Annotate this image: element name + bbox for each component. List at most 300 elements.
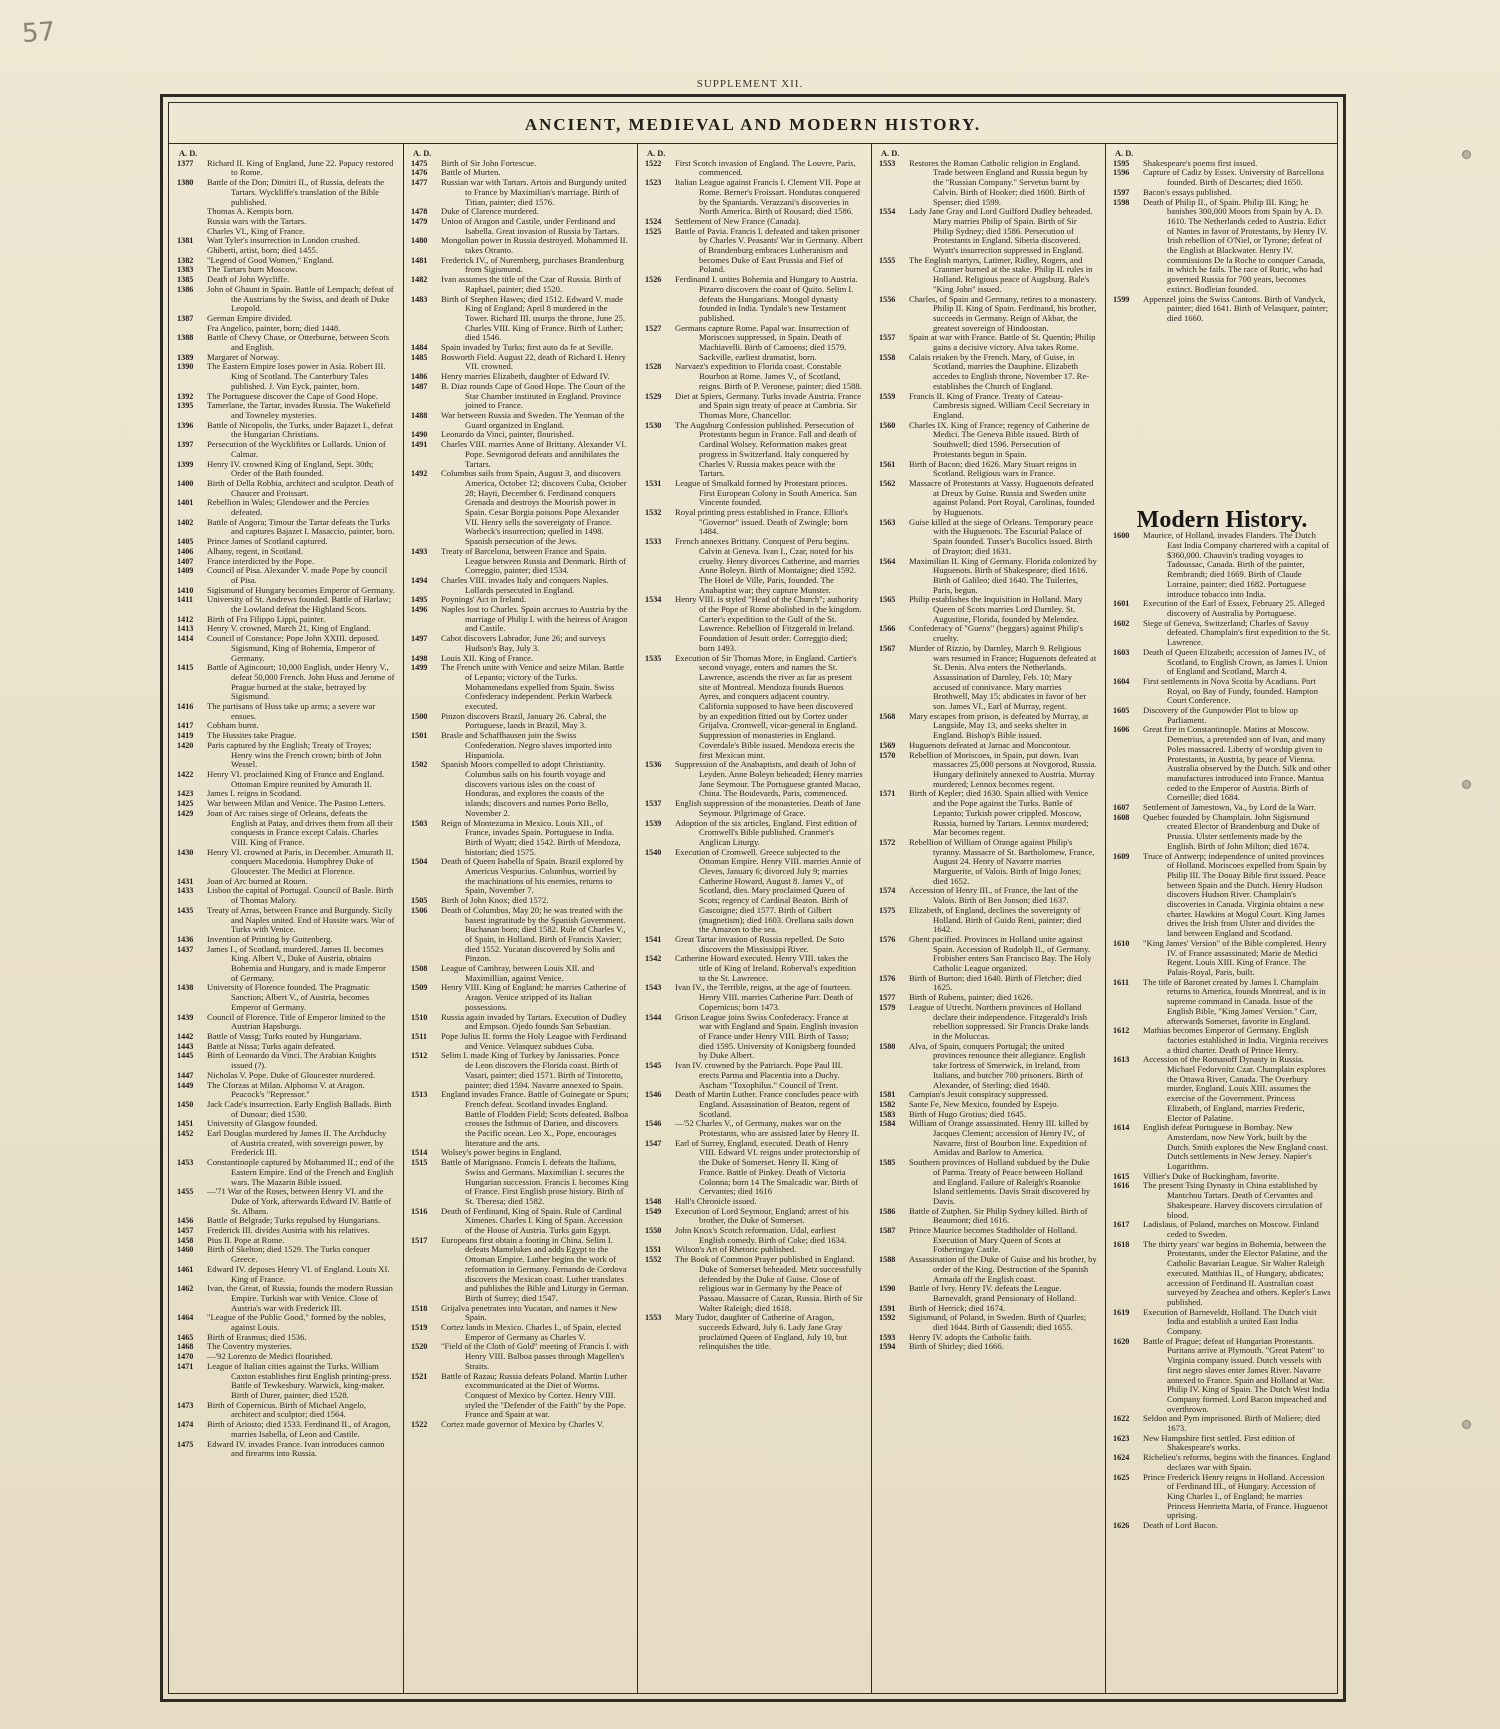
entry-text: Diet at Spiers, Germany. Turks invade Austria. France and Spain sign treaty of peace at Cambria. Sir Thomas More, Chancellor. — [675, 390, 862, 420]
modern-history-heading: Modern History. — [1136, 506, 1308, 533]
entry-text: Henry IV. crowned King of England, Sept. 30th; Order of the Bath founded. — [207, 458, 374, 479]
entry-year: 1520 — [411, 1342, 428, 1352]
entry-text: Battle of Marignano. Francis I. defeats the Italians, Swiss and Germans. Maximilian I. secures the Hungarian succession. Francis I. becomes King of France. First English prose history. Birth of St. Theresa; died 1582. — [441, 1157, 629, 1206]
history-entry — [645, 983, 863, 1012]
entry-text: Reign of Montezuma in Mexico. Louis XII., of France, invades Spain. Portuguese in India. Birth of Wyatt; died 1542. Birth of Mendoza, historian; died 1575. — [441, 817, 621, 857]
history-entry — [177, 1051, 395, 1070]
history-entry — [177, 1265, 395, 1284]
entry-year: 1624 — [1113, 1453, 1130, 1463]
entry-text: Ivan IV., the Terrible, reigns, at the age of fourteen. Henry VIII. marries Catherine Parr. Death of Copernicus; born 1473. — [675, 982, 853, 1012]
history-entry — [177, 1420, 395, 1439]
entry-text: Invention of Printing by Guttenberg. — [207, 933, 333, 944]
entry-text: League of Smalkald formed by Protestant princes. First European Colony in South America. San Vincente founded. — [675, 477, 857, 508]
history-entry — [411, 1090, 629, 1148]
entry-text: Execution of Lord Seymour, England; arrest of his brother, the Duke of Somerset. — [675, 1205, 849, 1226]
entry-text: Philip establishes the Inquisition in Holland. Mary Queen of Scots marries Lord Darnley. St. Augustine, Florida, founded by Melendez. — [909, 594, 1083, 624]
history-entry — [411, 353, 629, 372]
history-entry — [411, 605, 629, 634]
entry-year: 1508 — [411, 964, 428, 974]
entry-year: 1518 — [411, 1303, 428, 1313]
entry-year: 1602 — [1113, 618, 1130, 628]
history-entry — [411, 256, 629, 275]
history-entry — [645, 392, 863, 421]
entry-text: Wolsey's power begins in England. — [441, 1147, 562, 1158]
entry-year: 1582 — [879, 1099, 896, 1109]
history-entry — [1113, 706, 1331, 725]
entry-year: 1540 — [645, 847, 662, 857]
entry-year: 1570 — [879, 750, 896, 760]
history-entry — [177, 362, 395, 391]
entry-year: 1486 — [411, 372, 428, 382]
entry-text: Naples lost to Charles. Spain accrues to Austria by the marriage of Philip I. with the heiress of Aragon and Castile. — [441, 604, 628, 634]
history-entry — [645, 1226, 863, 1245]
history-entry — [645, 848, 863, 935]
entry-year: 1402 — [177, 517, 194, 527]
entry-text: William of Orange assassinated. Henry III. killed by Jacques Clement; accession of Henry IV., of Navarre, first of Bourbon line. Expedition of Amidas and Barlow to America. — [909, 1118, 1089, 1158]
history-entry — [645, 760, 863, 799]
entry-text: Execution of Cromwell. Greece subjected to the Ottoman Empire. Henry VIII. marries Annie of Cleves, January 6; divorced July 9; marries Catherine Howard, August 8. James V., of Scotland, dies. Mary proclaimed Queen of Scots; regency of Cardinal Beaton. Birth of Gascoigne; died 1577. Birth of Gilbert (magnetism); died 1603. Orellana sails down the Amazon to the sea. — [675, 846, 862, 935]
history-entry — [411, 906, 629, 964]
entry-year: 1574 — [879, 886, 896, 896]
history-entry — [177, 983, 395, 1012]
history-entry — [1113, 1220, 1331, 1239]
entry-text: Battle of Ivry. Henry IV. defeats the League. Barnevaldt, grand Pensionary of Holland. — [909, 1283, 1077, 1303]
entry-text: James I., of Scotland, murdered. James II. becomes King. Albert V., Duke of Austria, obtains Bohemia and Hungary, and is made Emperor of Germany. — [207, 943, 386, 983]
entry-year: 1430 — [177, 847, 194, 857]
entry-text: Capture of Cadiz by Essex. University of Barcellona founded. Birth of Descartes; died 1650. — [1143, 167, 1324, 188]
history-entry — [879, 595, 1097, 624]
history-entry — [879, 1158, 1097, 1207]
entry-year: 1416 — [177, 702, 194, 712]
entry-text: The thirty years' war begins in Bohemia, between the Protestants, under the Elector Palatine, and the Catholic Bavarian League. Sir Walter Raleigh executed. Matthias II., of Hungary, abdicates; accession of Ferdinand II. Australian coast surveyed by Zeachea and others. Kepler's Laws published. — [1143, 1238, 1331, 1307]
history-entry — [177, 741, 395, 770]
entry-year: 1500 — [411, 711, 428, 721]
pencil-page-number: 57 — [20, 16, 57, 50]
history-entry — [411, 1207, 629, 1236]
history-entry — [411, 760, 629, 818]
history-entry — [645, 362, 863, 391]
entry-text: Seldon and Pym imprisoned. Birth of Moliere; died 1673. — [1143, 1413, 1321, 1434]
entry-text: The Eastern Empire loses power in Asia. Robert III. King of Scotland. The Canterbury Tales published. J. Van Eyck, painter, born. — [207, 361, 386, 391]
entry-year: 1594 — [879, 1342, 896, 1352]
history-entry — [177, 809, 395, 848]
entry-text: Ladislaus, of Poland, marches on Moscow. Finland ceded to Sweden. — [1143, 1219, 1319, 1239]
ad-label: A. D. — [413, 149, 432, 158]
entry-year: 1400 — [177, 478, 194, 488]
entry-year: 1497 — [411, 634, 428, 644]
history-entry — [1113, 1181, 1331, 1220]
history-entry — [411, 1032, 629, 1051]
entry-year: 1492 — [411, 469, 428, 479]
entry-year: 1462 — [177, 1284, 194, 1294]
entry-text: Birth of Leonardo da Vinci. The Arabian Knights issued (?). — [207, 1050, 377, 1071]
entry-year: 1477 — [411, 178, 428, 188]
ad-label: A. D. — [1115, 149, 1134, 158]
history-entry — [645, 1119, 863, 1138]
entry-year: 1414 — [177, 634, 194, 644]
history-entry — [645, 595, 863, 653]
column-5 — [1113, 149, 1331, 1687]
entry-year: 1572 — [879, 837, 896, 847]
entry-text: Death of John Wycliffe. — [207, 274, 290, 285]
entry-text: Charles VIII. marries Anne of Brittany. Alexander VI. Pope. Sevnigorod defeats and annihilates the Tartars. — [441, 439, 627, 469]
history-entry — [177, 634, 395, 663]
entry-year: 1505 — [411, 896, 428, 906]
entry-year: 1476 — [411, 168, 428, 178]
entry-year: 1607 — [1113, 803, 1130, 813]
column-2 — [411, 149, 629, 1687]
entry-year: 1605 — [1113, 706, 1130, 716]
entry-text: Guise killed at the siege of Orleans. Temporary peace with the Huguenots. The Escurial Palace of Spain founded. Tusser's Bucolics issued. Birth of Drayton; died 1631. — [909, 516, 1094, 556]
entry-text: Duke of Clarence murdered. — [441, 206, 539, 217]
entry-text: English suppression of the monasteries. Death of Jane Seymour. Pilgrimage of Grace. — [675, 798, 861, 818]
entry-text: Rebellion of Moriscoes, in Spain, put down. Ivan massacres 25,000 persons at Novgorod, Russia. Hungary definitely annexed to Austria. Murray murdered; Lennox becomes regent. — [909, 749, 1097, 789]
entry-text: Birth of Stephen Hawes; died 1512. Edward V. made King of England; April 8 murdered in the Tower. Richard III. usurps the throne, June 25. Charles VIII. King of France. Birth of Luther; died 1546. — [441, 293, 626, 343]
entry-year: 1392 — [177, 391, 194, 401]
column-divider — [403, 144, 404, 1693]
entry-year: 1558 — [879, 352, 896, 362]
entry-text: Birth of Skelton; died 1529. The Turks conquer Greece. — [207, 1244, 371, 1265]
history-entry — [411, 819, 629, 858]
history-entry — [645, 819, 863, 848]
entry-text: Persecution of the Wycklifites or Lollards. Union of Calmar. — [207, 439, 386, 459]
entry-text: Great fire in Constantinople. Matins at Moscow. Demetrius, a pretended son of Ivan, and many Poles massacred. Liberty of worship given to Protestants, in Austria, by peace of Vienna. Australia observed by the Dutch. Silk and other manufactures introduced into France. Mantua ceded to the Emperor of Austria. Birth of Corneille; died 1684. — [1143, 724, 1331, 803]
entry-text: Accession of Henry III., of France, the last of the Valois. Birth of Ben Jonson; died 1637. — [909, 885, 1078, 906]
entry-text: Constantinople captured by Mohammed II.; end of the Eastern Empire. End of the French and English wars. The Mazarin Bible issued. — [207, 1157, 395, 1187]
history-entry — [645, 1139, 863, 1197]
entry-text: Royal printing press established in France. Elliot's "Governor" issued. Death of Zwingle; born 1484. — [675, 507, 848, 537]
entry-text: English defeat Portuguese in Bombay. New Amsterdam, now New York, built by the Dutch. Smith explores the New England coast. Dutch settlements in New Jersey. Napier's Logarithms. — [1143, 1122, 1328, 1172]
entry-year: 1385 — [177, 275, 194, 285]
history-entry — [411, 576, 629, 595]
history-entry — [1113, 198, 1331, 295]
entry-year: 1511 — [411, 1031, 427, 1041]
history-entry — [645, 799, 863, 818]
history-entry — [1113, 1337, 1331, 1415]
entry-year: 1450 — [177, 1099, 194, 1109]
entry-year: 1415 — [177, 663, 194, 673]
entry-text: Wilson's Art of Rhetoric published. — [675, 1244, 797, 1255]
entry-year: 1622 — [1113, 1414, 1130, 1424]
entry-year: 1608 — [1113, 812, 1130, 822]
entry-year: 1614 — [1113, 1123, 1130, 1133]
entry-year: 1603 — [1113, 647, 1130, 657]
entry-year: 1584 — [879, 1119, 896, 1129]
entry-text: Battle of the Don; Dimitri II., of Russia, defeats the Tartars. Wyckliffe's translation of the Bible published. — [207, 177, 385, 207]
entry-text: Birth of Della Robbia, architect and sculptor. Death of Chaucer and Froissart. — [207, 477, 394, 498]
history-entry — [177, 702, 395, 721]
entry-year: 1483 — [411, 294, 428, 304]
history-entry — [645, 508, 863, 537]
entry-text: England invades France. Battle of Guinegate or Spurs; French defeat. Scotland invades England. Battle of Flodden Field; Scots defeated. Balboa crosses the Isthmus of Darien, and discovers the Pacific ocean. Leo X., Pope, encourages literature and the arts. — [441, 1089, 629, 1148]
entry-text: Margaret of Norway. — [207, 351, 280, 362]
entry-text: Battle of Zutphen. Sir Philip Sydney killed. Birth of Beaumont; died 1616. — [909, 1205, 1088, 1226]
entry-year: 1619 — [1113, 1307, 1130, 1317]
history-entry — [411, 857, 629, 896]
history-entry — [1113, 1026, 1331, 1055]
entry-year: 1593 — [879, 1332, 896, 1342]
entry-text: Execution of Barneveldt, Holland. The Dutch visit India and establish a united East India Company. — [1143, 1306, 1317, 1337]
history-entry — [879, 207, 1097, 256]
entry-text: Mongolian power in Russia destroyed. Mohammed II. takes Otranto. — [441, 235, 628, 256]
entry-year: 1565 — [879, 595, 896, 605]
entry-text: Narvaez's expedition to Florida coast. Constable Bourbon at Rome. James V., of Scotland, reigns. Birth of P. Veronese, painter; died 1588. — [675, 361, 862, 391]
entry-text: Prince James of Scotland captured. — [207, 536, 328, 547]
entry-year: 1577 — [879, 993, 896, 1003]
history-entry — [879, 1207, 1097, 1226]
entry-text: Death of Columbus, May 20; he was treated with the basest ingratitude by the Spanish Government. Buchanan born; died 1582. Rule of Charles V., of Spain, in Holland. Birth of Francis Xavier; died 1552. Yucatan discovered by Solis and Pinzon. — [441, 904, 626, 964]
entry-year: 1556 — [879, 294, 896, 304]
history-entry — [879, 295, 1097, 334]
entry-text: Calais retaken by the French. Mary, of Guise, in Scotland, marries the Dauphine. Elizabeth accedes to English throne, November 17. Re-establishes the Church of England. — [909, 351, 1090, 391]
history-entry — [879, 1313, 1097, 1332]
entry-year: 1611 — [1113, 977, 1129, 987]
entry-year: 1493 — [411, 546, 428, 556]
history-entry — [879, 751, 1097, 790]
entry-year: 1411 — [177, 595, 193, 605]
entry-year: 1626 — [1113, 1521, 1130, 1531]
entry-year: 1435 — [177, 905, 194, 915]
history-entry — [1113, 648, 1331, 677]
entry-year: 1406 — [177, 546, 194, 556]
entry-text: The Book of Common Prayer published in England. Duke of Somerset beheaded. Metz successfully defended by the Duke of Guise. Close of religious war in Germany by the Peace of Passau. Massacre of Cazan, Russia. Birth of Sir Walter Raleigh; died 1618. — [675, 1254, 863, 1313]
entry-text: Lisbon the capital of Portugal. Council of Basle. Birth of Thomas Malory. — [207, 885, 394, 906]
entry-year: 1382 — [177, 255, 194, 265]
entry-year: 1439 — [177, 1012, 194, 1022]
entry-year: 1519 — [411, 1323, 428, 1333]
entry-text: Cobham burnt. — [207, 720, 259, 731]
history-entry — [177, 518, 395, 537]
entry-text: Campian's Jesuit conspiracy suppressed. — [909, 1089, 1049, 1100]
entry-year: 1539 — [645, 818, 662, 828]
entry-text: —'71 War of the Roses, between Henry VI. and the Duke of York, afterwards Edward IV. Battle of St. Albans. — [207, 1186, 392, 1216]
entry-text: Settlement of Jamestown, Va., by Lord de la Warr. — [1143, 802, 1316, 813]
entry-year: 1598 — [1113, 197, 1130, 207]
entry-year: 1601 — [1113, 599, 1130, 609]
history-entry — [645, 275, 863, 324]
history-entry — [645, 954, 863, 983]
entry-year: 1468 — [177, 1342, 194, 1352]
history-entry — [1113, 1521, 1331, 1531]
entry-year: 1548 — [645, 1196, 662, 1206]
entry-year: 1484 — [411, 343, 428, 353]
entry-text: Ivan IV. crowned by the Patriarch. Pope Paul III. erects Parma and Placentia into a Duchy. Ascham "Toxophilus." Council of Trent. — [675, 1060, 843, 1090]
entry-year: 1516 — [411, 1206, 428, 1216]
entry-year: 1471 — [177, 1361, 194, 1371]
entry-year: 1604 — [1113, 676, 1130, 686]
entry-text: Grijalva penetrates into Yucatan, and names it New Spain. — [441, 1302, 618, 1323]
history-entry — [645, 227, 863, 276]
history-entry — [879, 886, 1097, 905]
entry-text: Suppression of the Anabaptists, and death of John of Leyden. Anne Boleyn beheaded; Henry marries Jane Seymour. The Portuguese granted Macao, China. The Boulevards, Paris, commenced. — [675, 759, 863, 799]
entry-text: Mathias becomes Emperor of Germany. English factories established in India. Virginia receives a third charter. Death of Prince Henry. — [1143, 1025, 1328, 1055]
entry-text: "Legend of Good Women," England. — [207, 254, 334, 265]
entry-text: University of Florence founded. The Pragmatic Sanction; Albert V., of Austria, becomes Emperor of Germany. — [207, 982, 370, 1012]
entry-year: 1552 — [645, 1255, 662, 1265]
entry-year: 1580 — [879, 1041, 896, 1051]
entry-text: War between Russia and Sweden. The Yeoman of the Guard organized in England. — [441, 409, 625, 430]
history-entry — [1113, 1473, 1331, 1522]
history-entry — [1113, 1434, 1331, 1453]
entry-year: 1498 — [411, 653, 428, 663]
entry-year: 1456 — [177, 1216, 194, 1226]
entry-year: 1396 — [177, 420, 194, 430]
entry-text: Tamerlane, the Tartar, invades Russia. The Wakefield and Towneley mysteries. — [207, 400, 391, 420]
entry-text: Charles VI., King of France. — [207, 225, 305, 236]
history-entry — [645, 421, 863, 479]
history-entry — [177, 906, 395, 935]
entry-text: Council of Florence. Title of Emperor limited to the Austrian Hapsburgs. — [207, 1011, 386, 1032]
entry-text: John Knox's Scotch reformation. Udal, earliest English comedy. Birth of Coke; died 1634. — [675, 1225, 847, 1245]
entry-text: B. Diaz rounds Cape of Good Hope. The Court of the Star Chamber instituted in England. Province joined to France. — [441, 380, 626, 411]
history-entry — [411, 663, 629, 712]
entry-text: Death of Queen Isabella of Spain. Brazil explored by Americus Vespucius. Columbus, worried by the machinations of his enemies, returns to Spain, November 7. — [441, 856, 624, 896]
history-entry — [879, 518, 1097, 557]
entry-year: 1453 — [177, 1158, 194, 1168]
entry-text: Discovery of the Gunpowder Plot to blow up Parliament. — [1143, 705, 1298, 725]
history-entry — [177, 1284, 395, 1313]
history-entry — [411, 983, 629, 1012]
entry-text: Treaty of Barcelona, between France and Spain. League between Russia and Denmark. Birth of Correggio, painter; died 1534. — [441, 545, 627, 576]
entry-year: 1387 — [177, 313, 194, 323]
entry-text: Battle of Angora; Timour the Tartar defeats the Turks and captures Bajazet I. Masaccio, painter, born. — [207, 516, 395, 537]
history-entry — [645, 479, 863, 508]
entry-text: Charles, of Spain and Germany, retires to a monastery. Philip II. King of Spain. Ferdinand, his brother, succeeds in Germany. Reign of Akbar, the greatest sovereign of Hindoostan. — [909, 293, 1097, 333]
history-entry — [1113, 978, 1331, 1027]
history-entry — [879, 644, 1097, 712]
entry-text: Treaty of Arras, between France and Burgundy. Sicily and Naples united. End of Hussite wars. War of Turks with Venice. — [207, 904, 395, 935]
history-entry — [411, 440, 629, 469]
entry-year: 1386 — [177, 284, 194, 294]
binding-hole — [1462, 780, 1471, 789]
history-entry — [177, 421, 395, 440]
entry-text: —'52 Charles V., of Germany, makes war on the Protestants, who are assisted later by Henry II. — [675, 1118, 860, 1139]
entry-text: Birth of Erasmus; died 1536. — [207, 1331, 307, 1342]
history-entry — [645, 1090, 863, 1119]
entry-year: 1536 — [645, 760, 662, 770]
entry-year: 1596 — [1113, 168, 1130, 178]
entry-text: Earl Douglas murdered by James II. The Archduchy of Austria created, with sovereign power, by Frederick III. — [207, 1128, 387, 1158]
entry-text: Birth of Hugo Grotius; died 1645. — [909, 1108, 1026, 1119]
entry-text: Edward IV. invades France. Ivan introduces cannon and firearms into Russia. — [207, 1438, 385, 1459]
entry-year: 1576 — [879, 934, 896, 944]
entry-year: 1482 — [411, 275, 428, 285]
history-entry — [879, 1226, 1097, 1255]
entry-text: Joan of Arc burned at Rouen. — [207, 875, 308, 886]
entry-year: 1617 — [1113, 1220, 1130, 1230]
entry-text: Mary escapes from prison, is defeated by Murray, at Langside, May 13, and seeks shelter in England. Bishop's Bible issued. — [909, 710, 1089, 741]
entry-year: 1592 — [879, 1313, 896, 1323]
entry-text: Columbus sails from Spain, August 3, and discovers America, October 12; discovers Cuba, October 28; Hayti, December 6. Ferdinand conquers Grenada and destroys the Moorish power in Spain. Cesar Borgia poisons Pope Alexander VII. Henry sells the sovereignty of France. Warbeck's insurrection; quelled in 1498. Spanish persecution of the Jews. — [441, 468, 627, 547]
entry-text: Spanish Moors compelled to adopt Christianity. Columbus sails on his fourth voyage and discovers various isles on the coast of Honduras, and explores the coasts of the islands; discovers and names Porto Bello, November 2. — [441, 759, 609, 818]
entry-text: Death of Queen Elizabeth; accession of James IV., of Scotland, to English Crown, as James I. Union of England and Scotland, March 4. — [1143, 646, 1328, 677]
entry-text: Sigismund, of Poland, in Sweden. Birth of Quarles; died 1644. Birth of Gassendi; died 1655. — [909, 1312, 1087, 1333]
entry-year: 1527 — [645, 323, 662, 333]
entry-year: 1532 — [645, 508, 662, 518]
history-entry — [177, 1100, 395, 1119]
entry-text: The title of Baronet created by James I. Champlain returns to America, founds Montreal, and is in supreme command in Canada. Issue of the English Bible, "King James' Version." Carr, afterwards Somerset, favorite in England. — [1143, 976, 1326, 1026]
entry-year: 1544 — [645, 1012, 662, 1022]
entry-year: 1485 — [411, 352, 428, 362]
entry-text: Henry marries Elizabeth, daughter of Edward IV. — [441, 371, 610, 382]
history-entry — [879, 1003, 1097, 1042]
history-entry — [879, 1342, 1097, 1352]
entry-year: 1429 — [177, 808, 194, 818]
history-entry — [177, 498, 395, 517]
entry-text: Massacre of Protestants at Vassy. Huguenots defeated at Dreux by Guise. Russia and Sweden unite against Poland. Port Royal, Carolinas, founded by Huguenots. — [909, 477, 1095, 518]
entry-year: 1562 — [879, 478, 896, 488]
entry-text: Cortez lands in Mexico. Charles I., of Spain, elected Emperor of Germany as Charles V. — [441, 1322, 621, 1342]
entry-text: Lady Jane Gray and Lord Guilford Dudley beheaded. Mary marries Philip of Spain. Birth of Sir Philip Sydney; died 1586. Persecution of Protestants in England. Siberia discovered. Wyatt's insurrection suppressed in England. — [909, 206, 1093, 256]
entry-year: 1567 — [879, 643, 896, 653]
entry-year: 1496 — [411, 605, 428, 615]
entry-year: 1523 — [645, 178, 662, 188]
history-entry — [177, 1245, 395, 1264]
entry-text: Prince Maurice becomes Stadtholder of Holland. Execution of Mary Queen of Scots at Fotheringay Castle. — [909, 1225, 1078, 1255]
entry-text: War between Milan and Venice. The Paston Letters. — [207, 798, 386, 809]
history-entry — [411, 1323, 629, 1342]
entry-text: Pinzon discovers Brazil, January 26. Cabral, the Portuguese, lands in Brazil, May 3. — [441, 710, 607, 731]
entry-text: Accession of the Romanoff Dynasty in Russia. Michael Fedorvoitz Czar. Champlain explores the Ottawa River, Canada. The Overbury murder, England. Louis XIII. assumes the exercise of the Government. Princess Elizabeth, of England, marries Frederic, Elector of Palatine. — [1143, 1054, 1326, 1123]
entry-text: Nicholas V. Pope. Duke of Gloucester murdered. — [207, 1069, 375, 1080]
entry-year: 1451 — [177, 1119, 194, 1129]
entry-year: 1571 — [879, 789, 896, 799]
entry-text: —'92 Lorenzo de Medici flourished. — [207, 1351, 333, 1362]
history-entry — [177, 1129, 395, 1158]
history-entry — [1113, 295, 1331, 324]
entry-year: 1503 — [411, 818, 428, 828]
entry-year: 1425 — [177, 799, 194, 809]
history-entry — [411, 1342, 629, 1371]
entry-year: 1437 — [177, 944, 194, 954]
history-entry — [411, 1236, 629, 1304]
history-entry — [177, 479, 395, 498]
column-divider — [871, 144, 872, 1693]
entry-text: Restores the Roman Catholic religion in England. Trade between England and Russia begun by the "Russian Company." Servetus burnt by Calvin. Birth of Hooker; died 1600. Birth of Spenser; died 1599. — [909, 157, 1088, 207]
entry-text: Settlement of New France (Canada). — [675, 215, 801, 226]
entry-text: Appenzel joins the Swiss Cantons. Birth of Vandyck, painter; died 1641. Birth of Velasquez, painter; died 1660. — [1143, 293, 1329, 323]
history-entry — [177, 285, 395, 314]
entry-text: Rebellion in Wales; Glendower and the Percies defeated. — [207, 497, 369, 518]
history-entry — [411, 217, 629, 236]
history-entry — [879, 557, 1097, 596]
history-entry — [1113, 939, 1331, 978]
history-entry — [411, 178, 629, 207]
history-entry — [177, 566, 395, 585]
entry-year: 1409 — [177, 566, 194, 576]
entry-text: Richelieu's reforms, begins with the finances. England declares war with Spain. — [1143, 1452, 1331, 1472]
entry-text: Pius II. Pope at Rome. — [207, 1234, 285, 1245]
entry-text: Russian war with Tartars. Artois and Burgundy united to France by Maximilian's marriage. Birth of Titian, painter; died 1576. — [441, 177, 627, 207]
entry-year: 1623 — [1113, 1433, 1130, 1443]
history-entry — [645, 1013, 863, 1062]
entry-year: 1397 — [177, 440, 194, 450]
history-entry — [177, 1362, 395, 1401]
entry-year: 1550 — [645, 1226, 662, 1236]
entry-text: Brasle and Schaffhausen join the Swiss Confederation. Negro slaves imported into Hispaniola. — [441, 730, 612, 760]
history-entry — [1113, 1308, 1331, 1337]
history-entry — [1113, 599, 1331, 618]
entry-text: Joan of Arc raises siege of Orleans, defeats the English at Patay, and drives them from all their conquests in France except Calais. Charles VIII. King of France. — [207, 807, 393, 847]
entry-text: The Augsburg Confession published. Persecution of Protestants begun in France. Fall and death of Cardinal Wolsey. Reformation makes great progress in Switzerland. Italy conquered by Charles V. Russia makes peace with the Tartars. — [675, 419, 857, 479]
entry-year: 1522 — [645, 158, 662, 168]
entry-text: First Scotch invasion of England. The Louvre, Paris, commenced. — [675, 157, 856, 178]
history-entry — [411, 295, 629, 344]
history-entry — [879, 353, 1097, 392]
entry-year: 1383 — [177, 265, 194, 275]
entry-year: 1537 — [645, 799, 662, 809]
entry-text: Birth of Fra Filippo Lippi, painter. — [207, 613, 326, 624]
